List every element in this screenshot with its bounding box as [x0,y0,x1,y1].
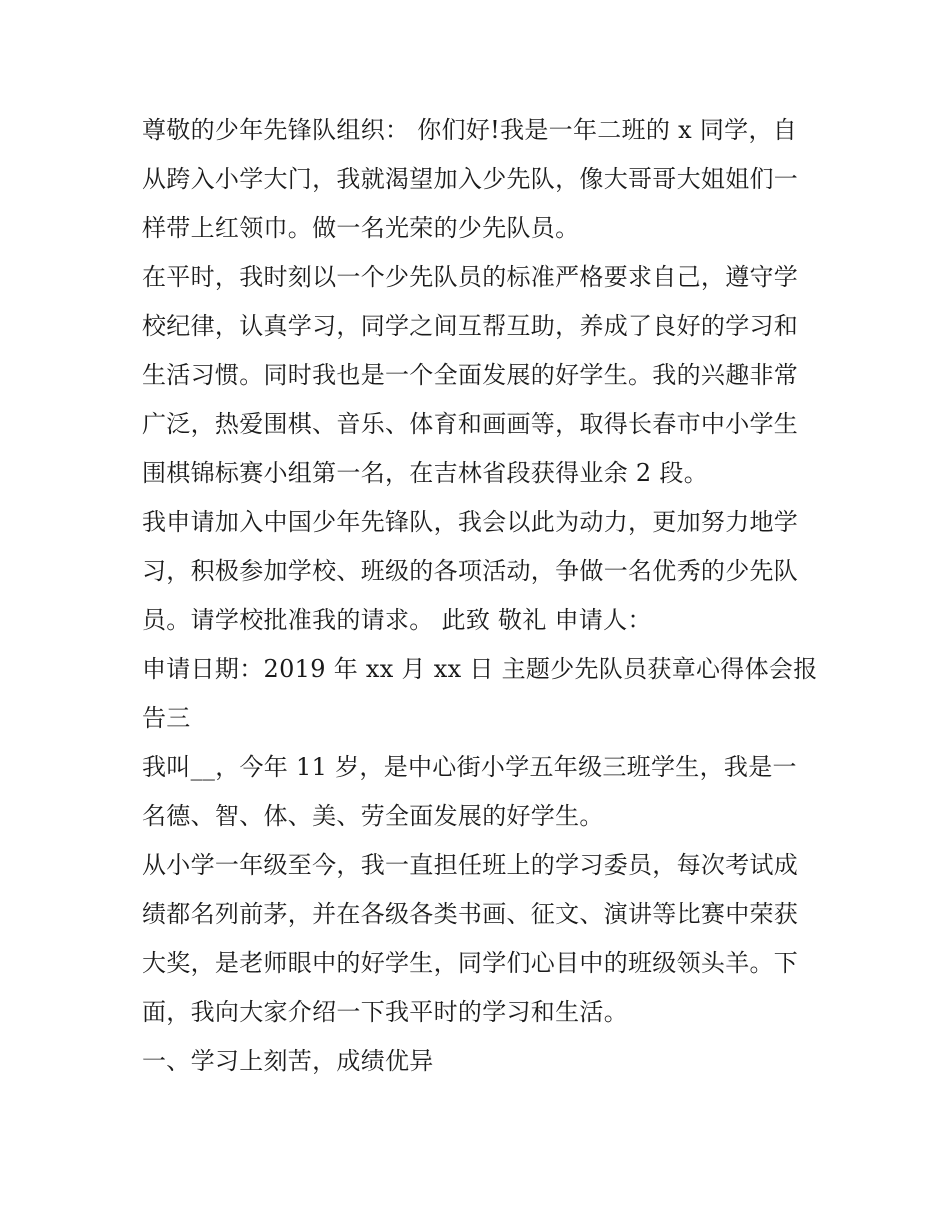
document-body [142,106,822,1086]
text-line: 广泛，热爱围棋、音乐、体育和画画等，取得长春市中小学生 [142,410,799,438]
text-line: 一、学习上刻苦，成绩优异 [142,1047,434,1075]
text-line: 员。请学校批准我的请求。 此致 敬礼 申请人： [142,606,652,634]
text-line: 生活习惯。同时我也是一个全面发展的好学生。我的兴趣非常 [142,361,799,389]
text-line: 从小学一年级至今，我一直担任班上的学习委员，每次考试成 [142,851,799,879]
text-line: 面，我向大家介绍一下我平时的学习和生活。 [142,998,628,1026]
text-line: 名德、智、体、美、劳全面发展的好学生。 [142,802,604,830]
text-line: 告三 [142,704,191,732]
text-line: 大奖，是老师眼中的好学生，同学们心目中的班级领头羊。下 [142,949,799,977]
text-line: 样带上红领巾。做一名光荣的少先队员。 [142,214,580,242]
text-line: 校纪律，认真学习，同学之间互帮互助，养成了良好的学习和 [142,312,799,340]
text-line: 绩都名列前茅，并在各级各类书画、征文、演讲等比赛中荣获 [142,900,799,928]
text-line: 围棋锦标赛小组第一名，在吉林省段获得业余 2 段。 [142,459,709,487]
text-line: 申请日期：2019 年 xx 月 xx 日 主题少先队员获章心得体会报 [142,655,818,683]
text-line: 我叫__，今年 11 岁，是中心街小学五年级三班学生，我是一 [142,753,797,781]
text-line: 我申请加入中国少年先锋队，我会以此为动力，更加努力地学 [142,508,799,536]
text-line: 习，积极参加学校、班级的各项活动，争做一名优秀的少先队 [142,557,799,585]
text-line: 从跨入小学大门，我就渴望加入少先队，像大哥哥大姐姐们一 [142,165,799,193]
text-line: 在平时，我时刻以一个少先队员的标准严格要求自己，遵守学 [142,263,799,291]
text-line: 尊敬的少年先锋队组织： 你们好!我是一年二班的 x 同学，自 [142,116,798,144]
